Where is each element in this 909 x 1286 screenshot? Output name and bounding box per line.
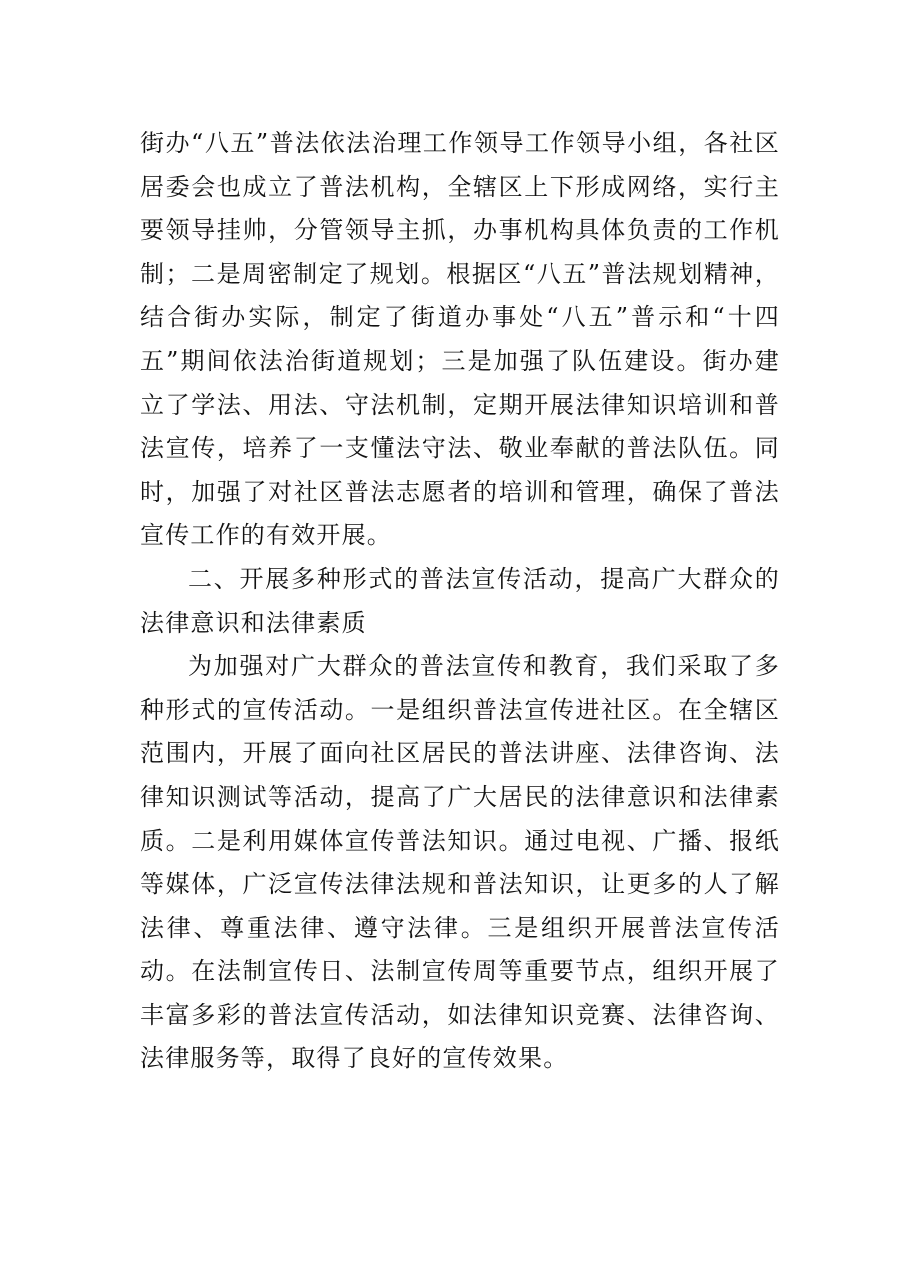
document-body — [140, 122, 780, 1081]
paragraph-publicity: 为加强对广大群众的普法宣传和教育，我们采取了多种形式的宣传活动。一是组织普法宣传进社区。在全辖区范围内，开展了面向社区居民的普法讲座、法律咨询、法律知识测试等活动，提高了广大居民的法律意识和法律素质。二是利用媒体宣传普法知识。通过电视、广播、报纸等媒体，广泛宣传法律法规和普法知识，让更多的人了解法律、尊重法律、遵守法律。三是组织开展普法宣传活动。在法制宣传日、法制宣传周等重要节点，组织开展了丰富多彩的普法宣传活动，如法律知识竞赛、法律咨询、法律服务等，取得了良好的宣传效果。 — [140, 652, 780, 1073]
section-heading-two: 二、开展多种形式的普法宣传活动，提高广大群众的法律意识和法律素质 — [140, 564, 780, 637]
paragraph-organization: 街办“八五”普法依法治理工作领导工作领导小组，各社区居委会也成立了普法机构，全辖区上下形成网络，实行主要领导挂帅，分管领导主抓，办事机构具体负责的工作机制；二是周密制定了规划。根据区“八五”普法规划精神，结合街办实际，制定了街道办事处“八五”普示和“十四五”期间依法治街道规划；三是加强了队伍建设。街办建立了学法、用法、守法机制，定期开展法律知识培训和普法宣传，培养了一支懂法守法、敬业奉献的普法队伍。同时，加强了对社区普法志愿者的培训和管理，确保了普法宣传工作的有效开展。 — [140, 129, 780, 550]
